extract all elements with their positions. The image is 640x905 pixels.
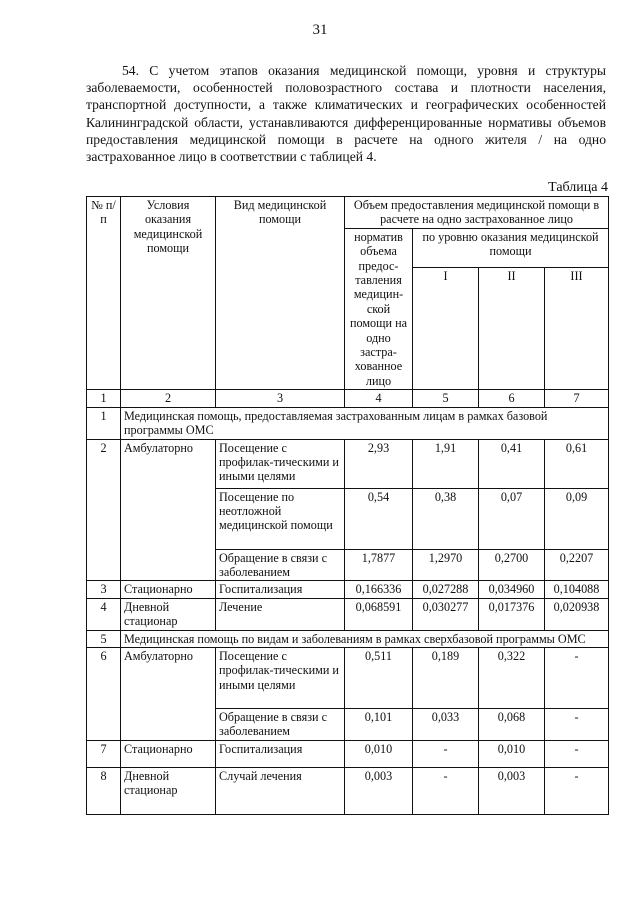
table-row	[87, 767, 609, 814]
level-1-value: 0,030277	[413, 598, 479, 630]
header-by-level: по уровню оказания медицинской помощи	[413, 228, 609, 267]
table-row	[87, 407, 609, 439]
care-type-cell: Посещение с профилак-тическими и иными целями	[216, 647, 345, 708]
section-heading-base-program: Медицинская помощь, предоставляемая застрахованным лицам в рамках базовой программы ОМС	[121, 407, 609, 439]
level-2-value: 0,41	[479, 439, 545, 488]
row-number: 2	[87, 439, 121, 581]
header-volume: Объем предоставления медицинской помощи в расчете на одно застрахованное лицо	[345, 197, 609, 229]
table-row	[87, 439, 609, 488]
norm-value: 0,511	[345, 647, 413, 708]
level-3-value: 0,2207	[545, 549, 609, 581]
care-type-cell: Обращение в связи с заболеванием	[216, 708, 345, 740]
level-2-value: 0,068	[479, 708, 545, 740]
level-2-value: 0,322	[479, 647, 545, 708]
level-3-value: 0,61	[545, 439, 609, 488]
column-index: 5	[413, 390, 479, 407]
column-index: 4	[345, 390, 413, 407]
column-index: 2	[121, 390, 216, 407]
norm-value: 0,54	[345, 488, 413, 549]
level-1-value: 0,027288	[413, 581, 479, 598]
level-2-value: 0,07	[479, 488, 545, 549]
level-1-value: 0,189	[413, 647, 479, 708]
clause-54-paragraph: 54. С учетом этапов оказания медицинской помощи, уровня и структуры заболеваемости, особенностей половозрастного состава и плотности населения, транспортной доступности, а также климатических и географических особенностей Калининградской области, устанавливаются дифференцированные нормативы объемов предоставления медицинской помощи в расчете на одного жителя / на одно застрахованное лицо в соответствии с таблицей 4.	[86, 63, 606, 165]
column-index: 7	[545, 390, 609, 407]
level-3-value: -	[545, 647, 609, 708]
header-type: Вид медицинской помощи	[216, 197, 345, 390]
care-type-cell: Лечение	[216, 598, 345, 630]
column-index: 6	[479, 390, 545, 407]
header-level-3: III	[545, 268, 609, 390]
level-1-value: -	[413, 767, 479, 814]
level-3-value: -	[545, 740, 609, 767]
care-type-cell: Госпитализация	[216, 581, 345, 598]
level-2-value: 0,2700	[479, 549, 545, 581]
column-index-row	[87, 390, 609, 407]
level-2-value: 0,010	[479, 740, 545, 767]
level-2-value: 0,003	[479, 767, 545, 814]
condition-cell: Стационарно	[121, 581, 216, 598]
header-num: № п/п	[87, 197, 121, 390]
header-level-2: II	[479, 268, 545, 390]
condition-cell: Дневной стационар	[121, 767, 216, 814]
level-1-value: 1,91	[413, 439, 479, 488]
table-caption: Таблица 4	[548, 180, 608, 195]
norm-value: 0,003	[345, 767, 413, 814]
norm-value: 2,93	[345, 439, 413, 488]
header-conditions: Условия оказания медицинской помощи	[121, 197, 216, 390]
level-2-value: 0,034960	[479, 581, 545, 598]
level-3-value: 0,09	[545, 488, 609, 549]
level-3-value: -	[545, 708, 609, 740]
care-type-cell: Обращение в связи с заболеванием	[216, 549, 345, 581]
condition-cell: Дневной стационар	[121, 598, 216, 630]
level-2-value: 0,017376	[479, 598, 545, 630]
table-row	[87, 630, 609, 647]
row-number: 7	[87, 740, 121, 767]
care-type-cell: Случай лечения	[216, 767, 345, 814]
condition-cell: Амбулаторно	[121, 647, 216, 740]
table-row	[87, 581, 609, 598]
norms-table	[86, 196, 609, 815]
row-number: 4	[87, 598, 121, 630]
level-1-value: 0,033	[413, 708, 479, 740]
condition-cell: Амбулаторно	[121, 439, 216, 581]
norm-value: 0,068591	[345, 598, 413, 630]
norm-value: 0,166336	[345, 581, 413, 598]
column-index: 1	[87, 390, 121, 407]
level-1-value: 0,38	[413, 488, 479, 549]
care-type-cell: Посещение с профилак-тическими и иными целями	[216, 439, 345, 488]
column-index: 3	[216, 390, 345, 407]
level-1-value: -	[413, 740, 479, 767]
row-number: 3	[87, 581, 121, 598]
table-row	[87, 598, 609, 630]
norm-value: 0,010	[345, 740, 413, 767]
header-level-1: I	[413, 268, 479, 390]
care-type-cell: Госпитализация	[216, 740, 345, 767]
header-norm: норматив объема предос-тавления медицин-ской помощи на одно застра-хованное лицо	[345, 228, 413, 389]
condition-cell: Стационарно	[121, 740, 216, 767]
table-row	[87, 740, 609, 767]
level-3-value: 0,020938	[545, 598, 609, 630]
level-3-value: 0,104088	[545, 581, 609, 598]
norm-value: 1,7877	[345, 549, 413, 581]
row-number: 1	[87, 407, 121, 439]
row-number: 6	[87, 647, 121, 740]
page-number: 31	[312, 22, 328, 38]
row-number: 5	[87, 630, 121, 647]
table-row	[87, 647, 609, 708]
care-type-cell: Посещение по неотложной медицинской помощи	[216, 488, 345, 549]
header-row-1	[87, 197, 609, 229]
level-3-value: -	[545, 767, 609, 814]
row-number: 8	[87, 767, 121, 814]
norm-value: 0,101	[345, 708, 413, 740]
level-1-value: 1,2970	[413, 549, 479, 581]
section-heading-extra-program: Медицинская помощь по видам и заболеваниям в рамках сверхбазовой программы ОМС	[121, 630, 609, 647]
